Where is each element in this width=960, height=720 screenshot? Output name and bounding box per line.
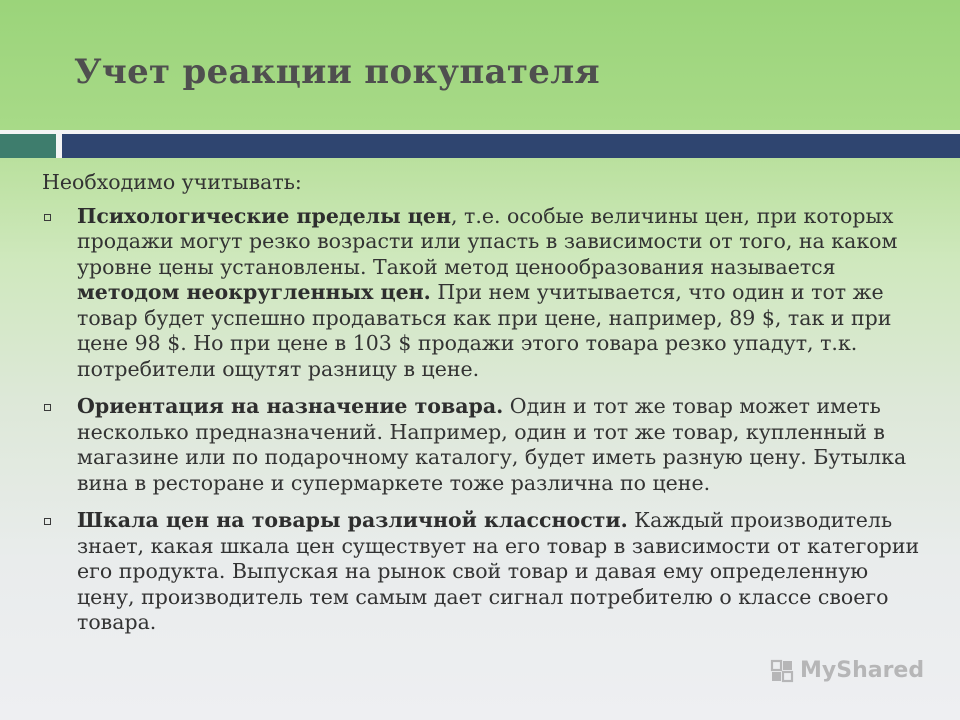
item-bold-text: методом неокругленных цен.: [77, 280, 431, 304]
item-text: Один и тот же товар может иметь несколько предназначений. Например, один и тот же товар, купленный в магазине или по подарочному каталогу, будет иметь разную цену. Бутылка вина в ресторане и супермаркете тоже различна по цене.: [77, 394, 907, 495]
item-text: , т.е. особые величины цен, при которых продажи могут резко возрасти или упасть в зависимости от того, на каком уровне цены установлены. Такой метод ценообразования называется: [77, 203, 898, 279]
intro-text: Необходимо учитывать:: [42, 170, 302, 194]
watermark-text: MyShared: [800, 658, 925, 683]
accent-bar-right: [62, 134, 960, 158]
slide-title: Учет реакции покупателя: [74, 52, 600, 92]
item-text: При нем учитывается, что один и тот же товар будет успешно продаваться как при цене, например, 89 $, так и при цене 98 $. Но при цене в 103 $ продажи этого товара резко упадут, т.к. потребители ощутят разницу в цене.: [77, 280, 892, 381]
item-bold-text: Ориентация на назначение товара.: [77, 394, 504, 418]
bullet-list: [42, 204, 922, 636]
item-bold-text: Психологические пределы цен: [77, 203, 451, 228]
slide-body: [42, 170, 922, 648]
myshared-logo-icon: [770, 659, 794, 683]
square-bullet-icon: [44, 518, 51, 525]
item-text: Каждый производитель знает, какая шкала цен существует на его товар в зависимости от категории его продукта. Выпуская на рынок свой товар и давая ему определенную цену, производитель тем самым дает сигнал потребителю о классе своего товара.: [77, 508, 920, 634]
bullet-item: [42, 508, 922, 636]
accent-bar-left: [0, 134, 56, 158]
bullet-item: [42, 204, 922, 383]
watermark: [770, 658, 924, 683]
bullet-item: [42, 394, 922, 496]
square-bullet-icon: [44, 214, 51, 221]
square-bullet-icon: [44, 404, 51, 411]
item-bold-text: Шкала цен на товары различной классности.: [77, 508, 628, 532]
